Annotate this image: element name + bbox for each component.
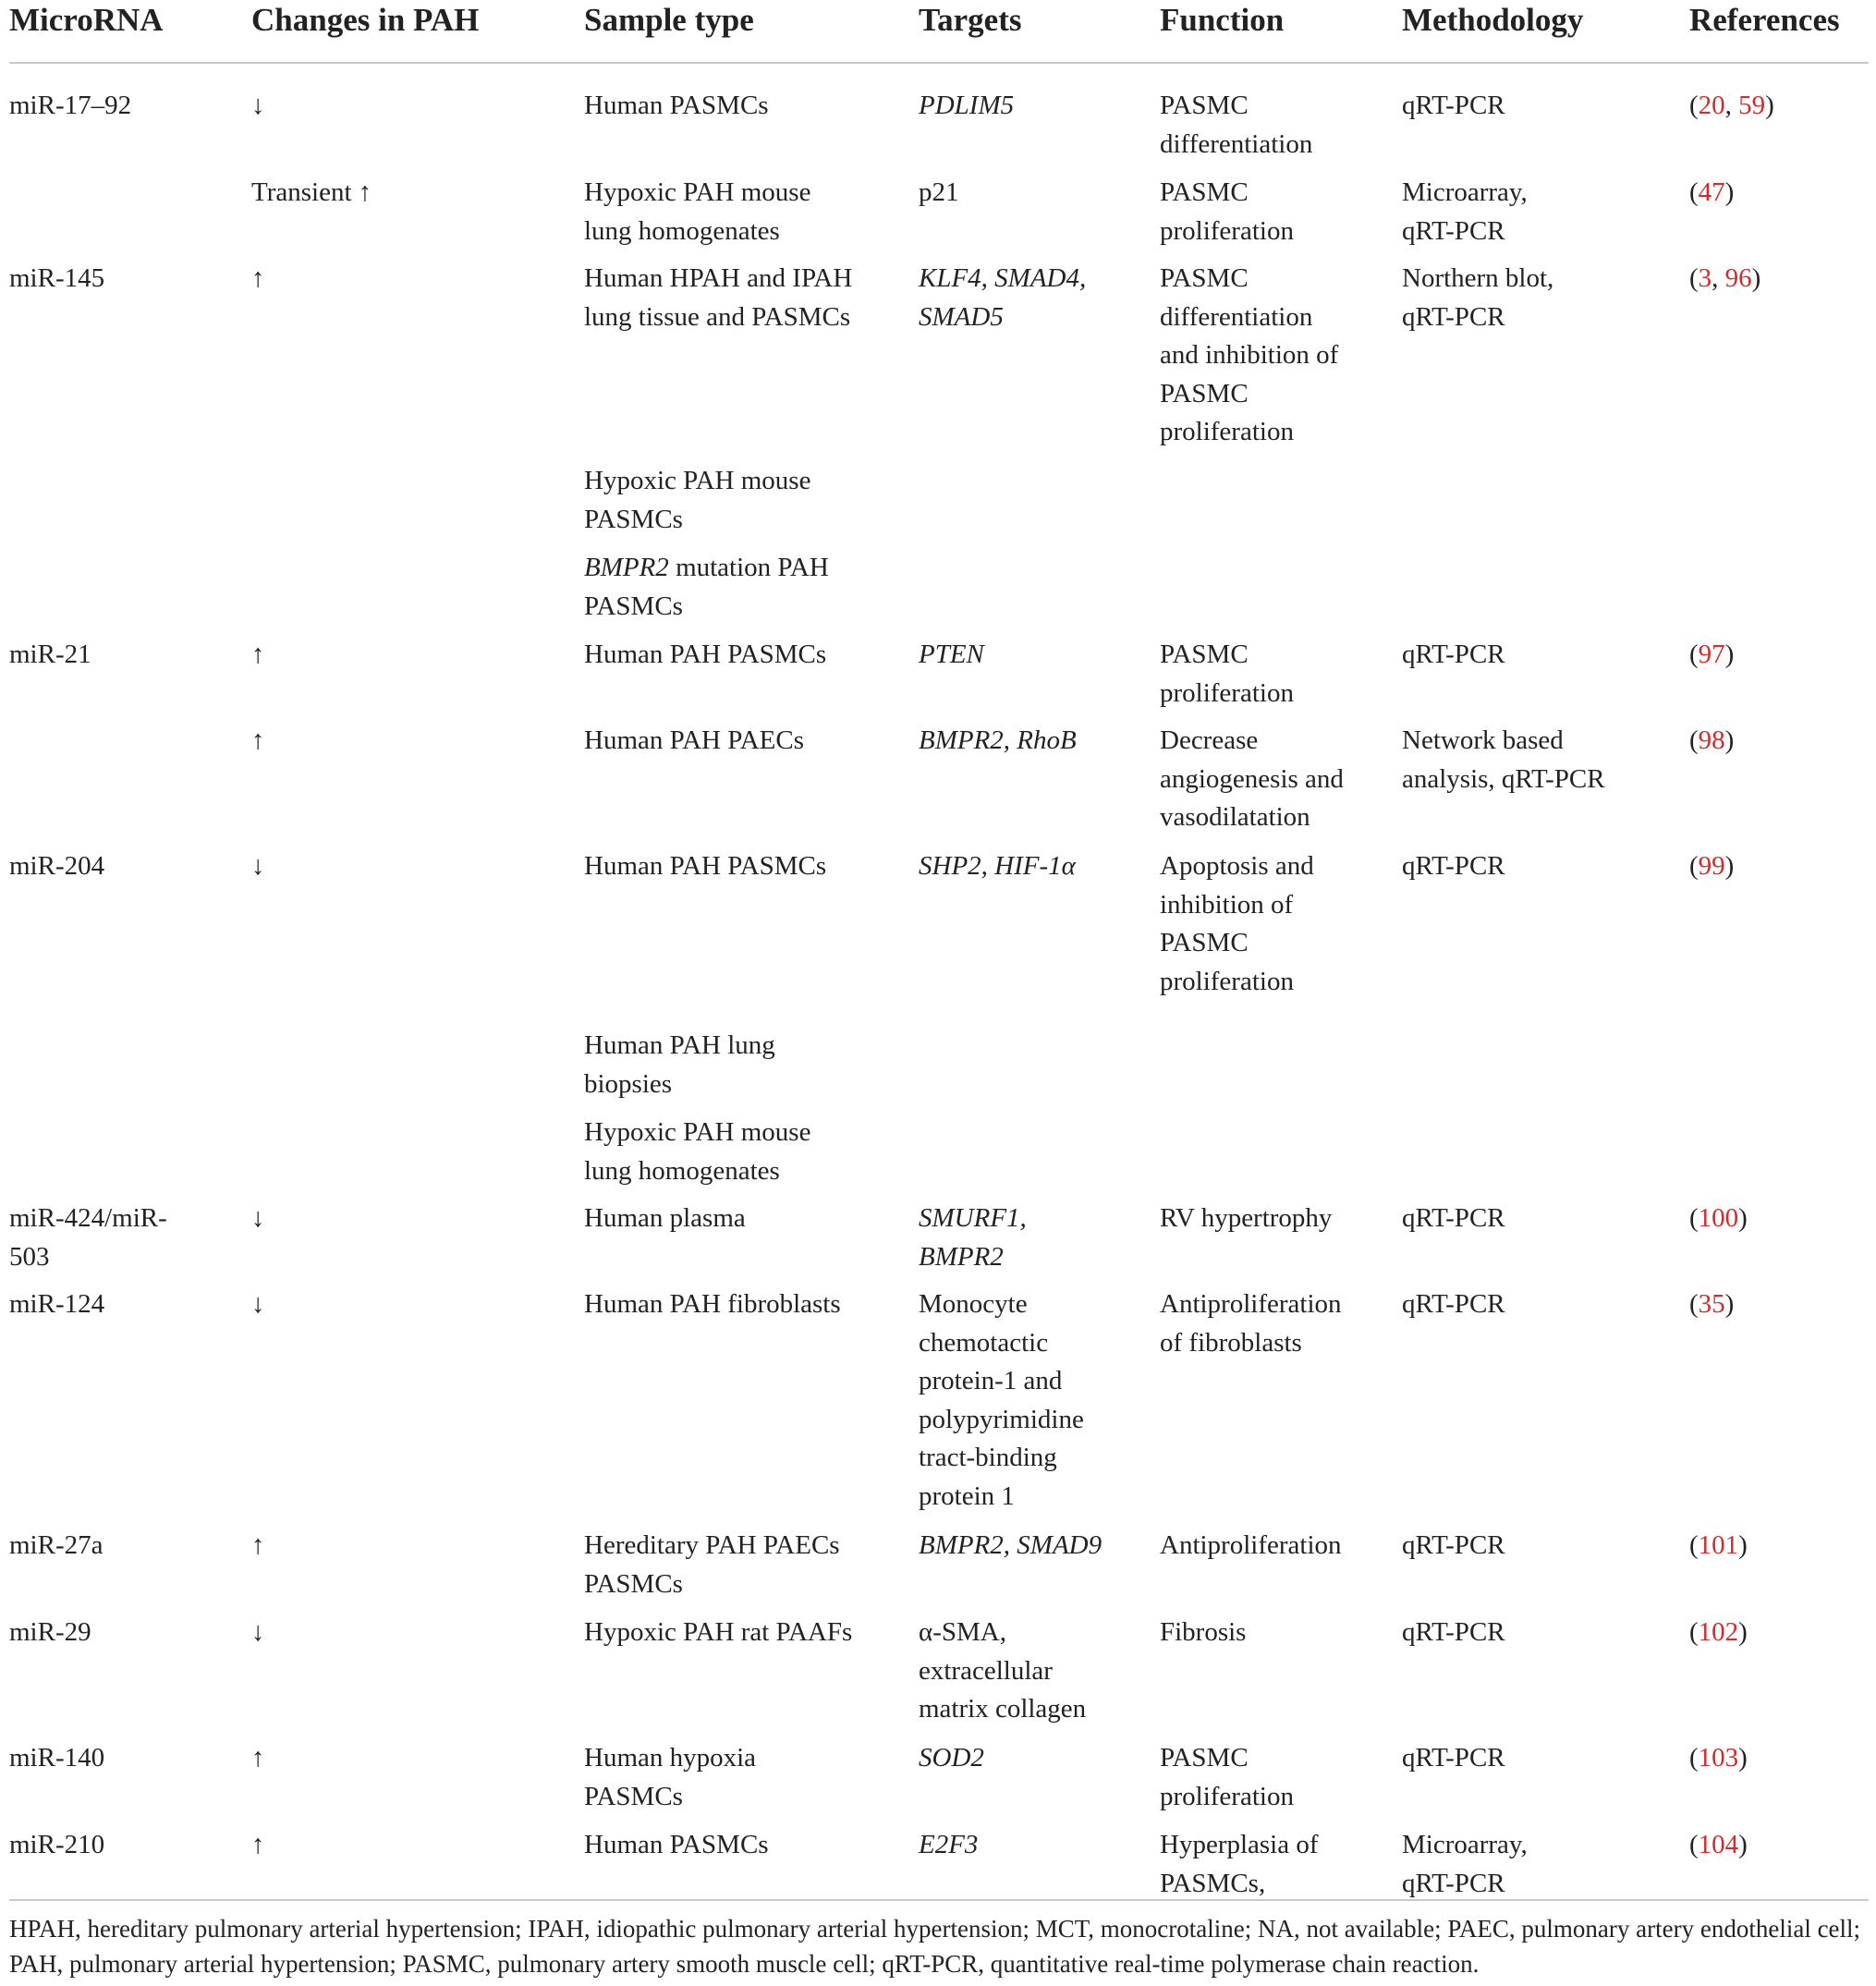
sample-type-cell: Human PAH PASMCs xyxy=(584,640,827,669)
header-changes: Changes in PAH xyxy=(251,2,480,38)
sample-type-cell: biopsies xyxy=(584,1068,673,1099)
targets-cell: KLF4, SMAD4, xyxy=(919,263,1087,293)
change-cell: ↓ xyxy=(251,1203,265,1233)
methodology-cell: qRT-PCR xyxy=(1402,91,1505,120)
references-cell: (100) xyxy=(1689,1203,1748,1233)
function-cell: RV hypertrophy xyxy=(1160,1203,1333,1233)
reference-link[interactable]: 3 xyxy=(1698,263,1712,293)
targets-cell: BMPR2 xyxy=(919,1241,1004,1272)
methodology-cell: Microarray, xyxy=(1402,1830,1528,1859)
sample-type-cell: Human HPAH and IPAH xyxy=(584,263,853,293)
reference-link[interactable]: 35 xyxy=(1698,1289,1725,1319)
sample-type-cell: Human PAH PASMCs xyxy=(584,851,827,881)
header-references: References xyxy=(1689,2,1840,38)
references-cell: (98) xyxy=(1689,725,1735,755)
microrna-cell: miR-140 xyxy=(9,1743,105,1773)
methodology-cell: qRT-PCR xyxy=(1402,1203,1505,1233)
references-cell: (3, 96) xyxy=(1689,263,1761,293)
sample-type-cell: lung homogenates xyxy=(584,215,780,246)
header-function: Function xyxy=(1160,2,1285,38)
targets-cell: polypyrimidine xyxy=(919,1404,1084,1434)
header-methodology: Methodology xyxy=(1402,2,1584,38)
function-cell: Fibrosis xyxy=(1160,1617,1247,1647)
reference-link[interactable]: 59 xyxy=(1738,91,1766,120)
references-cell: (20, 59) xyxy=(1689,91,1774,120)
change-cell: ↑ xyxy=(251,263,265,293)
function-cell: PASMC xyxy=(1160,177,1249,207)
methodology-cell: qRT-PCR xyxy=(1402,851,1505,881)
sample-type-cell: Human hypoxia xyxy=(584,1743,757,1773)
function-cell: PASMC xyxy=(1160,928,1249,957)
sample-type-cell: BMPR2 mutation PAH xyxy=(584,553,829,582)
methodology-cell: qRT-PCR xyxy=(1402,1617,1505,1647)
sample-type-cell: Human PAH fibroblasts xyxy=(584,1289,841,1319)
reference-link[interactable]: 102 xyxy=(1698,1617,1739,1647)
change-cell: Transient ↑ xyxy=(251,177,372,207)
references-cell: (102) xyxy=(1689,1617,1748,1647)
function-cell: PASMC xyxy=(1160,263,1249,293)
function-cell: proliferation xyxy=(1160,1781,1294,1811)
reference-link[interactable]: 97 xyxy=(1698,640,1725,669)
function-cell: proliferation xyxy=(1160,417,1294,446)
targets-cell: PTEN xyxy=(919,640,984,669)
function-cell: Hyperplasia of xyxy=(1160,1830,1319,1859)
change-cell: ↑ xyxy=(251,1743,265,1773)
sample-type-cell: Human PAH PAECs xyxy=(584,725,804,755)
function-cell: Apoptosis and xyxy=(1160,851,1314,881)
targets-cell: Monocyte xyxy=(919,1289,1028,1319)
targets-cell: PDLIM5 xyxy=(919,91,1015,120)
change-cell: ↓ xyxy=(251,851,265,881)
references-cell: (103) xyxy=(1689,1743,1748,1773)
function-cell: PASMC xyxy=(1160,640,1249,669)
header-divider xyxy=(9,62,1869,64)
reference-link[interactable]: 47 xyxy=(1698,177,1725,207)
change-cell: ↓ xyxy=(251,1617,265,1647)
references-cell: (99) xyxy=(1689,851,1735,881)
function-cell: proliferation xyxy=(1160,215,1294,246)
sample-type-cell: lung homogenates xyxy=(584,1155,780,1186)
microrna-cell: miR-424/miR- xyxy=(9,1203,167,1233)
targets-cell: BMPR2, SMAD9 xyxy=(919,1530,1102,1560)
methodology-cell: Northern blot, xyxy=(1402,263,1554,293)
sample-type-cell: PASMCs xyxy=(584,1568,683,1599)
microrna-cell: miR-29 xyxy=(9,1617,91,1647)
sample-type-cell: PASMCs xyxy=(584,591,683,621)
targets-cell: BMPR2, RhoB xyxy=(919,725,1077,755)
sample-type-cell: lung tissue and PASMCs xyxy=(584,301,851,332)
function-cell: Decrease xyxy=(1160,725,1259,755)
methodology-cell: analysis, qRT-PCR xyxy=(1402,763,1605,794)
function-cell: PASMC xyxy=(1160,1743,1249,1773)
targets-cell: protein-1 and xyxy=(919,1366,1063,1395)
function-cell: vasodilatation xyxy=(1160,802,1310,832)
targets-cell: E2F3 xyxy=(919,1830,979,1859)
microrna-cell: miR-21 xyxy=(9,640,91,669)
footer-divider xyxy=(9,1899,1869,1901)
header-targets: Targets xyxy=(919,2,1022,38)
reference-link[interactable]: 20 xyxy=(1698,91,1725,120)
references-cell: (97) xyxy=(1689,640,1735,669)
methodology-cell: Microarray, xyxy=(1402,177,1528,207)
change-cell: ↑ xyxy=(251,640,265,669)
sample-type-cell: Hypoxic PAH mouse xyxy=(584,466,811,495)
targets-cell: SMAD5 xyxy=(919,301,1004,332)
references-cell: (104) xyxy=(1689,1830,1748,1859)
targets-cell: SOD2 xyxy=(919,1743,984,1773)
microrna-cell: miR-204 xyxy=(9,851,105,881)
references-cell: (35) xyxy=(1689,1289,1735,1319)
reference-link[interactable]: 96 xyxy=(1724,263,1752,293)
targets-cell: matrix collagen xyxy=(919,1694,1087,1724)
targets-cell: extracellular xyxy=(919,1655,1053,1686)
function-cell: proliferation xyxy=(1160,966,1294,996)
reference-link[interactable]: 103 xyxy=(1698,1743,1739,1773)
function-cell: differentiation xyxy=(1160,301,1313,332)
function-cell: differentiation xyxy=(1160,128,1313,159)
methodology-cell: qRT-PCR xyxy=(1402,215,1505,246)
function-cell: PASMC xyxy=(1160,91,1249,120)
footnote-line-2: PAH, pulmonary arterial hypertension; PASMC, pulmonary artery smooth muscle cell; qRT-PCR, quantitative real-time polymerase chain reaction. xyxy=(9,1950,1480,1978)
function-cell: Antiproliferation xyxy=(1160,1289,1342,1319)
function-cell: Antiproliferation xyxy=(1160,1530,1342,1560)
function-cell: inhibition of xyxy=(1160,889,1294,920)
header-sample-type: Sample type xyxy=(584,2,754,38)
function-cell: proliferation xyxy=(1160,677,1294,708)
function-cell: of fibroblasts xyxy=(1160,1327,1302,1358)
methodology-cell: Network based xyxy=(1402,725,1564,755)
reference-link[interactable]: 100 xyxy=(1698,1203,1739,1233)
reference-link[interactable]: 99 xyxy=(1698,851,1725,881)
methodology-cell: qRT-PCR xyxy=(1402,1868,1505,1898)
sample-type-cell: PASMCs xyxy=(584,1781,683,1811)
function-cell: PASMCs, xyxy=(1160,1868,1266,1898)
sample-type-cell: Human PASMCs xyxy=(584,91,769,120)
change-cell: ↑ xyxy=(251,1530,265,1560)
sample-type-cell: Human PASMCs xyxy=(584,1830,769,1859)
sample-type-cell: Hypoxic PAH mouse xyxy=(584,1117,811,1147)
sample-type-cell: Hereditary PAH PAECs xyxy=(584,1530,840,1560)
function-cell: angiogenesis and xyxy=(1160,763,1344,794)
methodology-cell: qRT-PCR xyxy=(1402,640,1505,669)
methodology-cell: qRT-PCR xyxy=(1402,1743,1505,1773)
sample-type-cell: Hypoxic PAH mouse xyxy=(584,177,811,207)
microrna-cell: miR-210 xyxy=(9,1830,105,1859)
sample-type-cell: Hypoxic PAH rat PAAFs xyxy=(584,1617,853,1647)
change-cell: ↓ xyxy=(251,91,265,120)
sample-type-cell: Human PAH lung xyxy=(584,1030,775,1060)
change-cell: ↓ xyxy=(251,1289,265,1319)
reference-link[interactable]: 104 xyxy=(1698,1830,1739,1859)
references-cell: (101) xyxy=(1689,1530,1748,1560)
methodology-cell: qRT-PCR xyxy=(1402,1289,1505,1319)
targets-cell: SHP2, HIF-1α xyxy=(919,851,1076,881)
function-cell: and inhibition of xyxy=(1160,340,1339,370)
targets-cell: protein 1 xyxy=(919,1480,1015,1511)
change-cell: ↑ xyxy=(251,725,265,755)
references-cell: (47) xyxy=(1689,177,1735,207)
reference-link[interactable]: 101 xyxy=(1698,1530,1739,1560)
microrna-cell: miR-27a xyxy=(9,1530,104,1560)
microrna-cell: miR-17–92 xyxy=(9,91,132,120)
sample-type-cell: Human plasma xyxy=(584,1203,746,1233)
methodology-cell: qRT-PCR xyxy=(1402,1530,1505,1560)
header-microrna: MicroRNA xyxy=(9,2,164,38)
sample-type-cell: PASMCs xyxy=(584,504,683,534)
footnote-line-1: HPAH, hereditary pulmonary arterial hypertension; IPAH, idiopathic pulmonary arterial hypertension; MCT, monocrotaline; NA, not available; PAEC, pulmonary artery endothelial cell; xyxy=(9,1915,1861,1943)
microrna-cell: miR-145 xyxy=(9,263,105,293)
targets-cell: tract-binding xyxy=(919,1443,1057,1472)
function-cell: PASMC xyxy=(1160,378,1249,408)
reference-link[interactable]: 98 xyxy=(1698,725,1725,755)
targets-cell: chemotactic xyxy=(919,1327,1049,1358)
change-cell: ↑ xyxy=(251,1830,265,1859)
targets-cell: p21 xyxy=(919,177,959,207)
methodology-cell: qRT-PCR xyxy=(1402,301,1505,332)
microrna-cell: 503 xyxy=(9,1241,50,1272)
microrna-cell: miR-124 xyxy=(9,1289,105,1319)
targets-cell: α-SMA, xyxy=(919,1617,1006,1647)
targets-cell: SMURF1, xyxy=(919,1203,1027,1233)
